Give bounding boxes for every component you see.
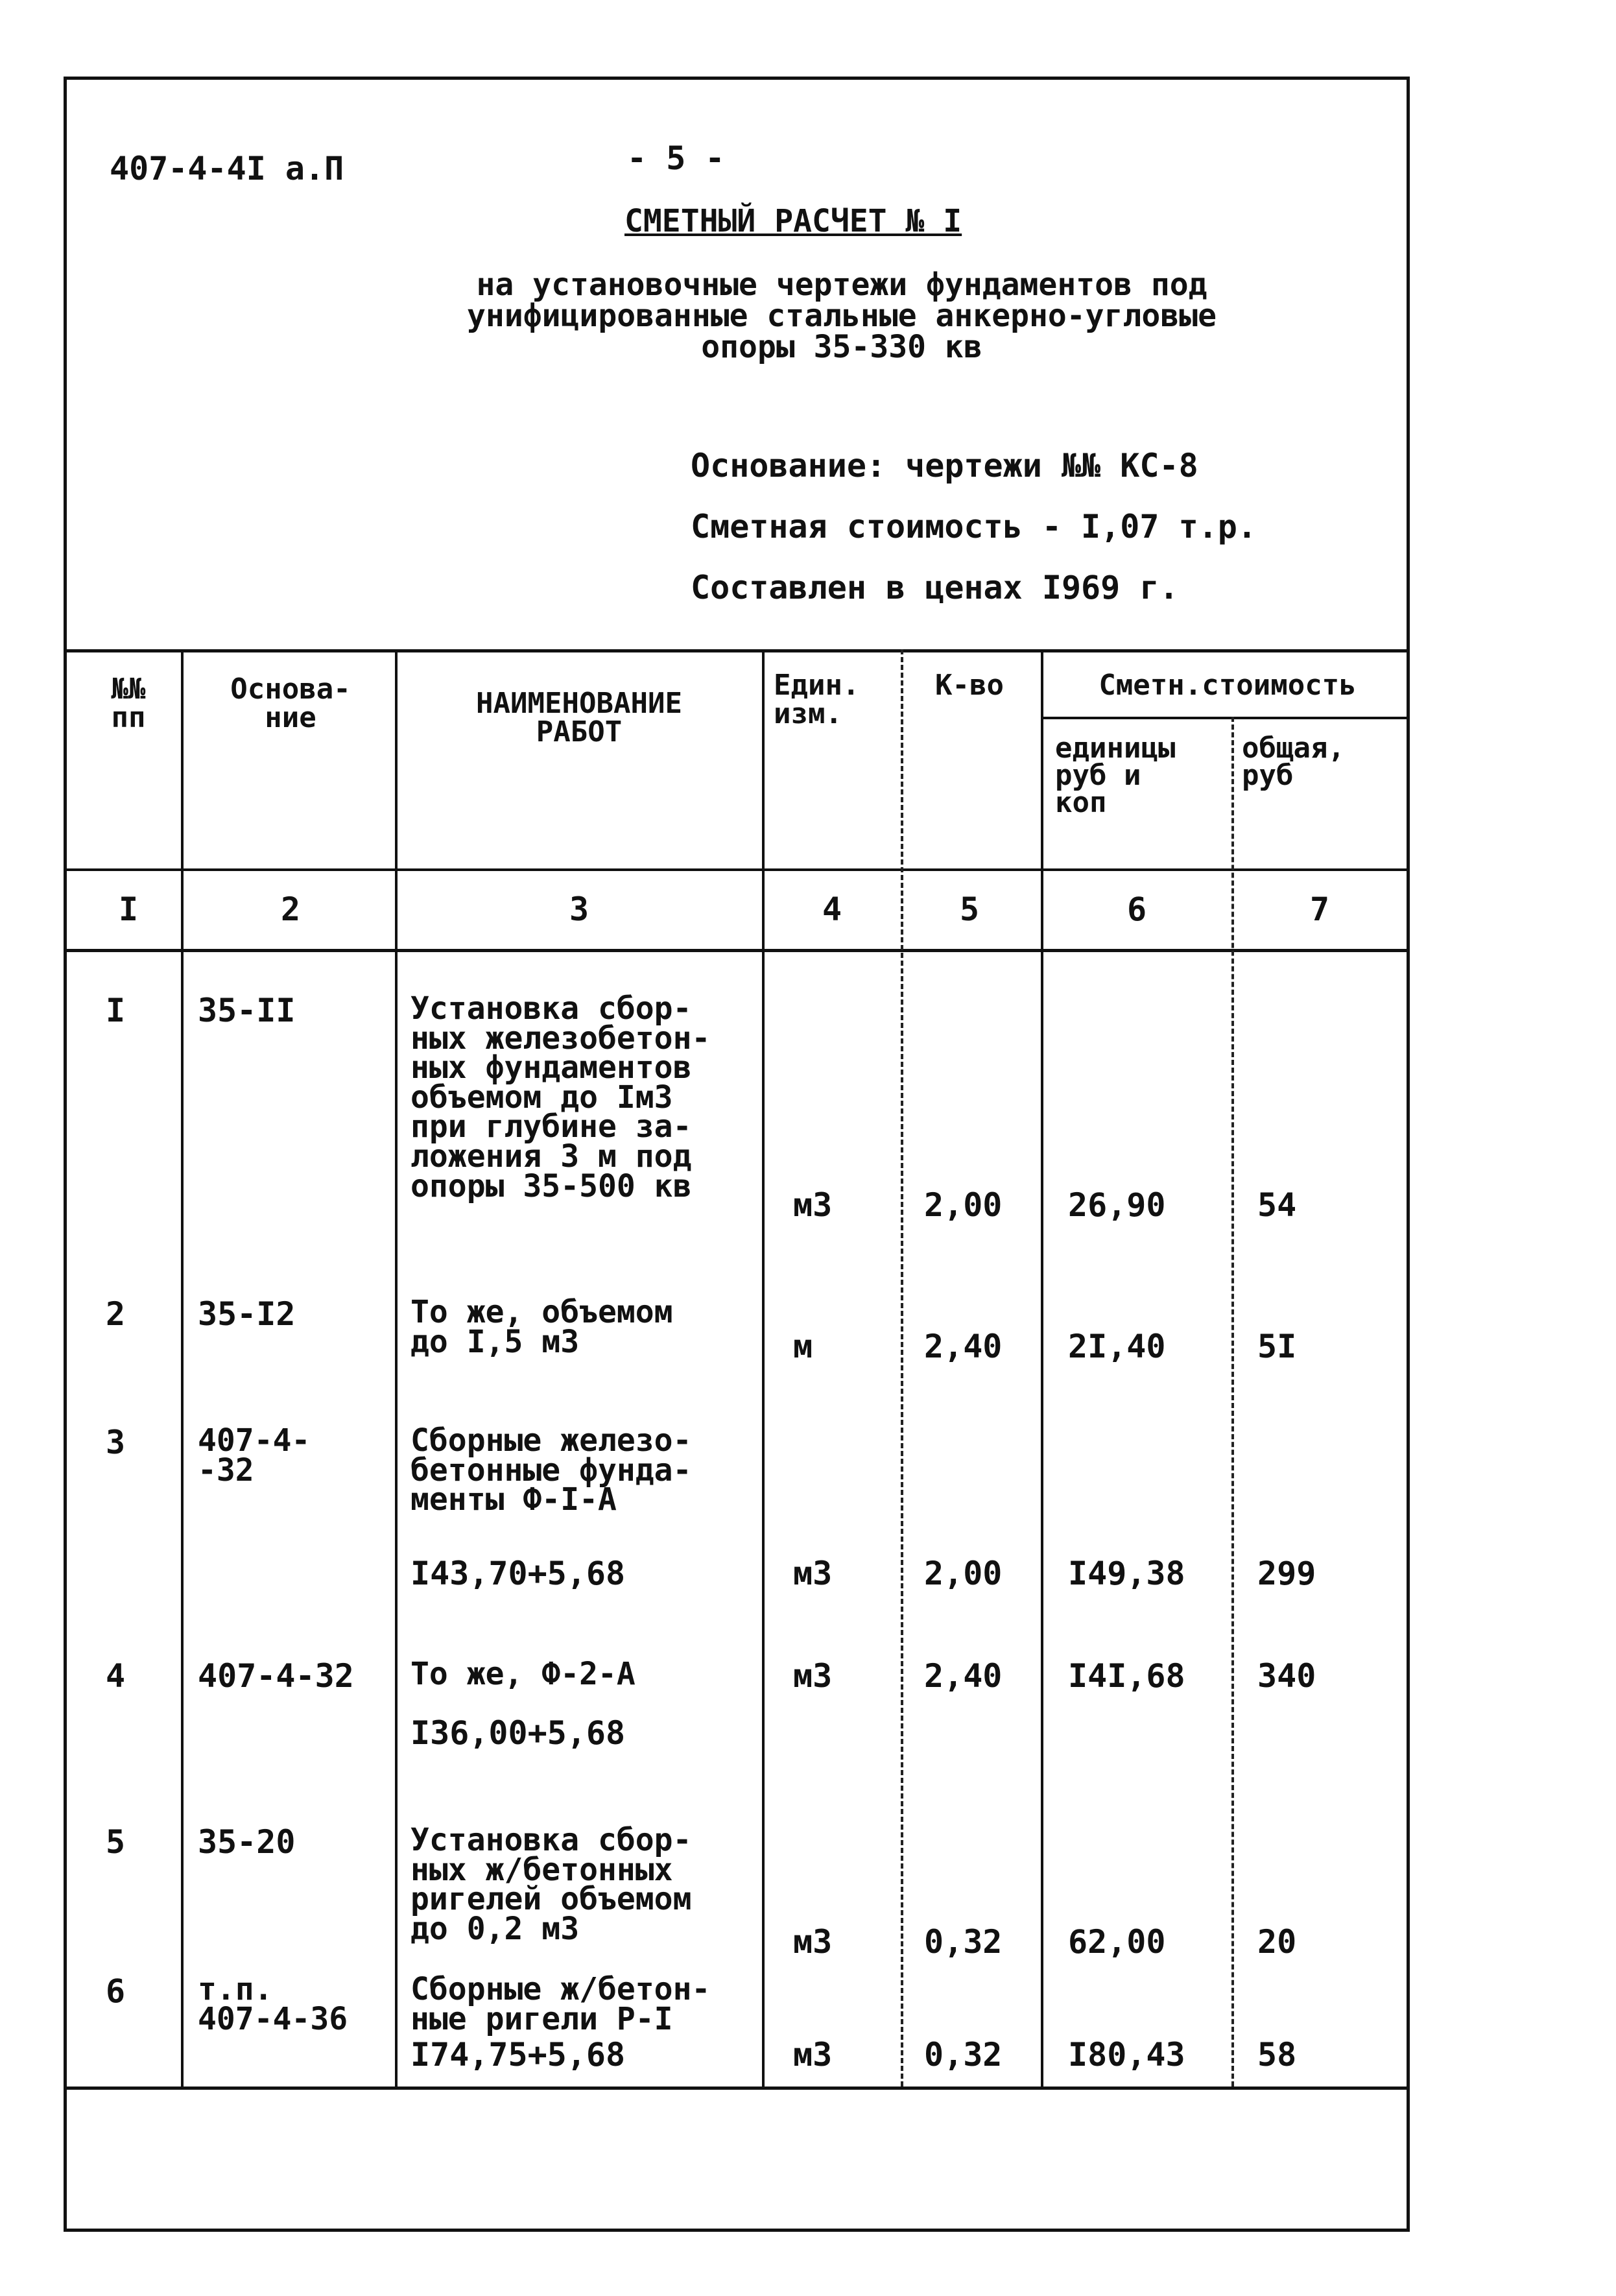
row-work-name: Установка сбор- ных ж/бетонных ригелей объемом до 0,2 м3 <box>410 1822 692 1947</box>
table-top-rule <box>67 649 1407 652</box>
row-basis: т.п. 407-4-36 <box>198 1971 348 2037</box>
column-number: 7 <box>1309 891 1330 928</box>
column-number: 2 <box>280 891 301 928</box>
basis-block <box>691 435 1257 618</box>
row-number: 2 <box>106 1295 126 1333</box>
row-work-name: То же, объемом до I,5 м3 <box>410 1294 673 1360</box>
subtitle-line: унифицированные стальные анкерно-угловые <box>467 298 1217 334</box>
header-num: №№ пп <box>111 673 146 734</box>
column-divider <box>181 649 184 2087</box>
row-number: I <box>106 992 126 1029</box>
estimated-cost-line: Сметная стоимость - I,07 т.р. <box>691 508 1257 545</box>
header-unit-cost: единицы руб и коп <box>1055 732 1176 819</box>
row-number: 5 <box>106 1823 126 1861</box>
row-number: 6 <box>106 1972 126 2010</box>
row-unit-cost: I49,38 <box>1068 1555 1185 1592</box>
row-unit: м3 <box>793 1923 833 1961</box>
header-bottom-rule <box>67 868 1407 871</box>
row-total: 5I <box>1257 1328 1297 1365</box>
prices-line: Составлен в ценах I969 г. <box>691 569 1179 606</box>
row-number: 3 <box>106 1424 126 1461</box>
row-quantity: 0,32 <box>924 2036 1003 2074</box>
row-unit: м3 <box>793 1657 833 1695</box>
document-title: СМЕТНЫЙ РАСЧЕТ № I <box>624 203 962 239</box>
row-basis: 35-I2 <box>198 1295 296 1333</box>
row-unit: м <box>793 1328 813 1365</box>
row-cost-formula: I36,00+5,68 <box>410 1714 626 1752</box>
row-basis: 407-4-32 <box>198 1657 354 1695</box>
row-unit-cost: 62,00 <box>1068 1923 1166 1961</box>
column-divider <box>395 649 398 2087</box>
column-divider <box>762 649 765 2087</box>
subtitle-line: опоры 35-330 кв <box>701 329 982 365</box>
column-divider <box>1041 649 1043 2087</box>
column-number: 6 <box>1126 891 1147 928</box>
row-total: 54 <box>1257 1186 1297 1224</box>
row-unit-cost: I80,43 <box>1068 2036 1185 2074</box>
row-quantity: 2,40 <box>924 1328 1003 1365</box>
row-basis: 35-20 <box>198 1823 296 1861</box>
doc-code: 407-4-4I а.П <box>110 150 344 187</box>
row-quantity: 2,00 <box>924 1555 1003 1592</box>
column-number: I <box>118 891 139 928</box>
row-work-name: Установка сбор- ных железобетон- ных фундаментов объемом до Iм3 при глубине за- ложения 3 м под опоры 35-500 кв <box>410 990 711 1204</box>
row-quantity: 2,00 <box>924 1186 1003 1224</box>
row-number: 4 <box>106 1657 126 1695</box>
column-divider-dashed <box>1231 717 1234 2087</box>
row-total: 20 <box>1257 1923 1297 1961</box>
document-subtitle <box>372 269 1312 363</box>
row-cost-formula: I74,75+5,68 <box>410 2036 626 2074</box>
page-number: - 5 - <box>627 139 725 177</box>
header-basis: Основа- ние <box>230 673 351 734</box>
subtitle-line: на установочные чертежи фундаментов под <box>476 267 1207 303</box>
row-work-name: То же, Ф-2-А <box>410 1656 636 1692</box>
document-sheet <box>64 77 1410 2232</box>
column-number: 4 <box>822 891 842 928</box>
column-number: 3 <box>569 891 589 928</box>
basis-line: Основание: чертежи №№ КС-8 <box>691 447 1198 484</box>
header-unit: Един. изм. <box>774 669 860 730</box>
row-total: 299 <box>1257 1555 1316 1592</box>
row-unit-cost: I4I,68 <box>1068 1657 1185 1695</box>
row-unit: м3 <box>793 1555 833 1592</box>
row-basis: 35-II <box>198 992 296 1029</box>
header-work-name: НАИМЕНОВАНИЕ РАБОТ <box>476 687 682 748</box>
row-unit: м3 <box>793 2036 833 2074</box>
column-divider-dashed <box>901 649 903 2087</box>
row-work-name: Сборные железо- бетонные фунда- менты Ф-I-А <box>410 1422 692 1518</box>
row-basis: 407-4- -32 <box>198 1422 311 1489</box>
row-work-name: Сборные ж/бетон- ные ригели Р-I <box>410 1971 711 2037</box>
row-unit-cost: 26,90 <box>1068 1186 1166 1224</box>
column-number-rule <box>67 949 1407 952</box>
column-number: 5 <box>959 891 980 928</box>
row-cost-formula: I43,70+5,68 <box>410 1555 626 1592</box>
header-total-cost: общая, руб <box>1242 732 1345 792</box>
cost-group-rule <box>1041 717 1407 719</box>
row-total: 58 <box>1257 2036 1297 2074</box>
row-quantity: 0,32 <box>924 1923 1003 1961</box>
row-unit-cost: 2I,40 <box>1068 1328 1166 1365</box>
header-estimated-cost: Сметн.стоимость <box>1099 669 1357 702</box>
row-unit: м3 <box>793 1186 833 1224</box>
header-quantity: К-во <box>935 669 1004 702</box>
row-total: 340 <box>1257 1657 1316 1695</box>
row-quantity: 2,40 <box>924 1657 1003 1695</box>
table-bottom-rule <box>67 2087 1407 2090</box>
